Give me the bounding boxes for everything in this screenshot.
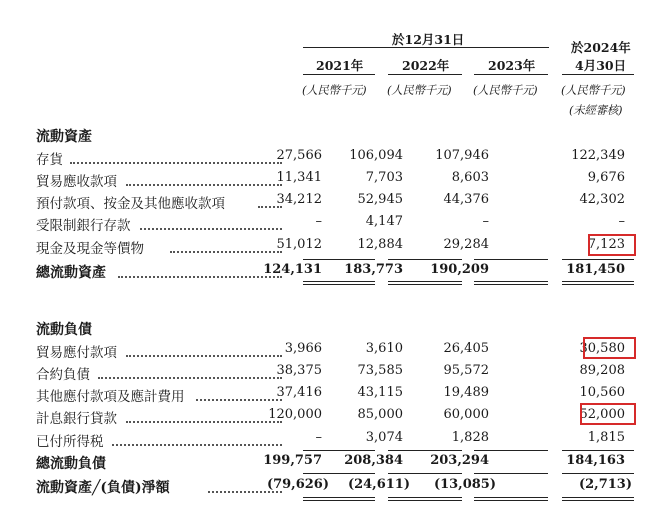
value-2023: – (482, 214, 489, 229)
value-2021: 3,966 (284, 341, 322, 356)
value-2022: 3,074 (365, 430, 403, 445)
row-label: 其他應付款項及應計費用 (36, 389, 185, 405)
net-double-rule-2022 (388, 497, 462, 501)
header-year-2023: 2023年 (488, 58, 536, 73)
value-2022: 43,115 (357, 385, 403, 400)
total-assets-2022: 183,773 (344, 262, 403, 277)
value-2022: 12,884 (357, 237, 403, 252)
value-2021: 51,012 (276, 237, 322, 252)
leader-dots (170, 251, 282, 253)
row-label: 預付款項、按金及其他應收款項 (36, 196, 225, 212)
highlight-box-bank-loans (580, 403, 636, 425)
value-2021: 120,000 (268, 407, 322, 422)
total-current-assets-label: 總流動資產 (36, 265, 106, 281)
total-rule-2024 (562, 259, 634, 260)
total-rule-2021 (303, 259, 375, 260)
total-liab-rule-2023 (474, 450, 548, 451)
highlight-box-trade-payables (583, 337, 636, 359)
net-2021: (79,626) (266, 477, 329, 492)
row-label: 受限制銀行存款 (36, 218, 131, 234)
total-assets-2023: 190,209 (430, 262, 489, 277)
unit-2023: (人民幣千元) (473, 83, 538, 97)
header-group-label: 於12月31日 (392, 32, 465, 47)
value-2023: 19,489 (443, 385, 489, 400)
value-2024: 9,676 (587, 170, 625, 185)
total-rule-2023 (474, 259, 548, 260)
unit-2021: (人民幣千元) (302, 83, 367, 97)
net-2024: (2,713) (578, 477, 632, 492)
value-2022: 85,000 (357, 407, 403, 422)
row-label: 現金及現金等價物 (36, 241, 144, 257)
row-label: 計息銀行貸款 (36, 411, 117, 427)
value-2021: 38,375 (276, 363, 322, 378)
double-rule-2023 (474, 281, 548, 285)
value-2024: – (618, 214, 625, 229)
value-2023: 107,946 (435, 148, 489, 163)
leader-dots (196, 399, 282, 401)
value-2021: – (315, 430, 322, 445)
total-rule-2022 (388, 259, 462, 260)
value-2024: 10,560 (579, 385, 625, 400)
total-liab-rule-2021 (303, 450, 375, 451)
total-assets-2021: 124,131 (263, 262, 322, 277)
value-2023: 60,000 (443, 407, 489, 422)
row-label: 已付所得税 (36, 434, 104, 450)
net-double-rule-2023 (474, 497, 548, 501)
header-group-rule (303, 47, 549, 48)
highlight-box-cash (588, 234, 636, 256)
header-last-col-line1: 於2024年 (571, 40, 631, 55)
total-liabilities-2023: 203,294 (430, 453, 489, 468)
leader-dots (140, 228, 282, 230)
leader-dots (126, 355, 282, 357)
net-rule-2021 (303, 473, 375, 474)
leader-dots (126, 184, 282, 186)
value-2023: 1,828 (451, 430, 489, 445)
header-rule-2022 (388, 74, 462, 75)
header-year-2021: 2021年 (316, 58, 364, 73)
unit-2024: (人民幣千元) (561, 83, 626, 97)
value-2024: 89,208 (579, 363, 625, 378)
header-rule-2024 (562, 74, 634, 75)
value-2021: 11,341 (276, 170, 322, 185)
total-liabilities-2024: 184,163 (566, 453, 625, 468)
total-current-liabilities-label: 總流動負債 (36, 456, 106, 472)
double-rule-2022 (388, 281, 462, 285)
header-rule-2021 (303, 74, 375, 75)
leader-dots (126, 421, 282, 423)
net-rule-2022 (388, 473, 462, 474)
value-2021: 27,566 (276, 148, 322, 163)
net-current-label: 流動資產╱(負債)淨額 (36, 480, 170, 496)
value-2024: 30,580 (579, 341, 625, 356)
row-label: 存貨 (36, 152, 63, 168)
value-2022: 106,094 (349, 148, 403, 163)
net-rule-2023 (474, 473, 548, 474)
unit-2022: (人民幣千元) (387, 83, 452, 97)
value-2024: 52,000 (579, 407, 625, 422)
value-2022: 52,945 (357, 192, 403, 207)
total-liab-rule-2022 (388, 450, 462, 451)
net-double-rule-2024 (562, 497, 634, 501)
value-2021: 37,416 (276, 385, 322, 400)
value-2021: – (315, 214, 322, 229)
section-title-current-assets: 流動資產 (36, 129, 92, 145)
value-2024: 7,123 (587, 237, 625, 252)
value-2024: 122,349 (571, 148, 625, 163)
double-rule-2024 (562, 281, 634, 285)
value-2024: 42,302 (579, 192, 625, 207)
total-assets-2024: 181,450 (566, 262, 625, 277)
header-rule-2023 (474, 74, 548, 75)
header-last-col-line2: 4月30日 (575, 58, 627, 73)
leader-dots (112, 444, 282, 446)
leader-dots (118, 276, 282, 278)
value-2024: 1,815 (587, 430, 625, 445)
row-label: 合約負債 (36, 367, 90, 383)
value-2023: 29,284 (443, 237, 489, 252)
total-liabilities-2022: 208,384 (344, 453, 403, 468)
header-year-2022: 2022年 (402, 58, 450, 73)
value-2023: 44,376 (443, 192, 489, 207)
net-rule-2024 (562, 473, 634, 474)
row-label: 貿易應收款項 (36, 174, 117, 190)
leader-dots (70, 162, 282, 164)
value-2021: 34,212 (276, 192, 322, 207)
total-liab-rule-2024 (562, 450, 634, 451)
total-liabilities-2021: 199,757 (263, 453, 322, 468)
value-2022: 7,703 (365, 170, 403, 185)
net-2022: (24,611) (347, 477, 410, 492)
value-2023: 95,572 (443, 363, 489, 378)
net-double-rule-2021 (303, 497, 375, 501)
value-2022: 3,610 (365, 341, 403, 356)
value-2023: 8,603 (451, 170, 489, 185)
unaudited-note: (未經審核) (569, 103, 623, 117)
value-2023: 26,405 (443, 341, 489, 356)
row-label: 貿易應付款項 (36, 345, 117, 361)
leader-dots (98, 377, 282, 379)
double-rule-2021 (303, 281, 375, 285)
value-2022: 4,147 (365, 214, 403, 229)
section-title-current-liabilities: 流動負債 (36, 322, 92, 338)
net-2023: (13,085) (433, 477, 496, 492)
value-2022: 73,585 (357, 363, 403, 378)
